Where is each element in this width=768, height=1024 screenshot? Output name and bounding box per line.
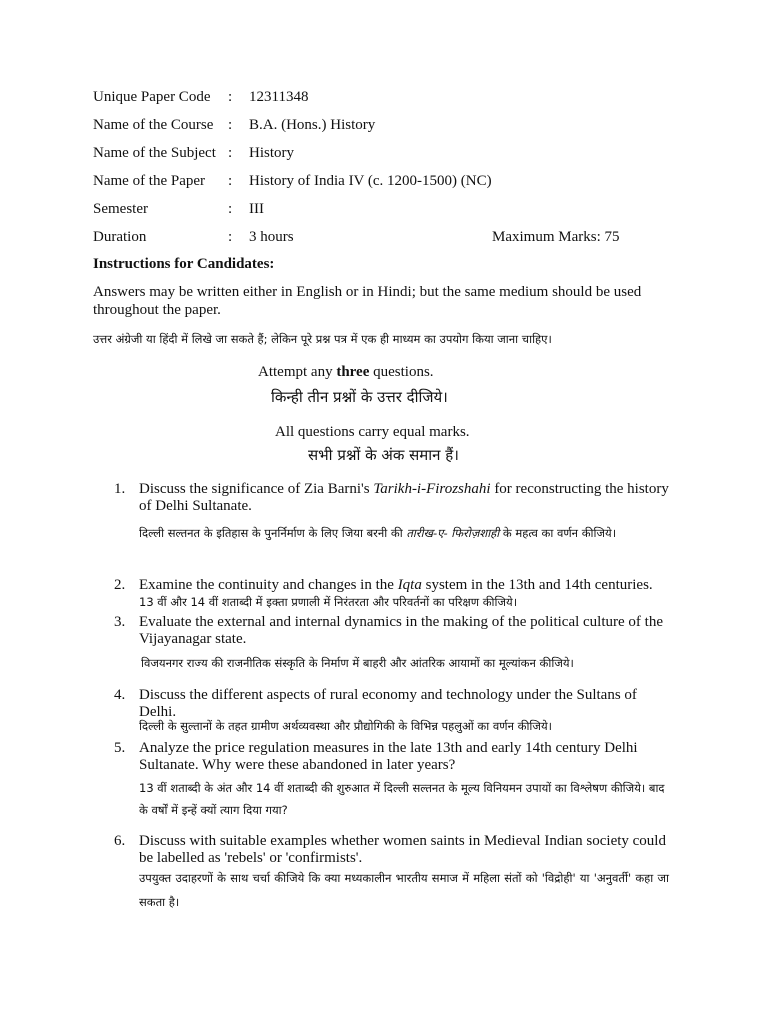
question-1-hindi [139, 523, 669, 543]
subject-value: History [249, 145, 294, 161]
course-value: B.A. (Hons.) History [249, 117, 376, 133]
colon: : [228, 117, 233, 133]
question-number: 6. [114, 833, 126, 849]
q1-title: Tarikh-i-Firozshahi [373, 481, 491, 497]
attempt-prefix: Attempt any [258, 364, 337, 380]
attempt-suffix: questions. [369, 364, 434, 380]
colon: : [228, 145, 233, 161]
q2-text-end: system in the 13th and 14th centuries. [421, 577, 653, 593]
question-1-english [139, 481, 669, 515]
semester-value: III [249, 201, 264, 217]
instructions-hindi: उत्तर अंग्रेजी या हिंदी में लिखे जा सकते हैं; लेकिन पूरे प्रश्न पत्र में एक ही माध्यम का उपयोग किया जाना चाहिए। [93, 332, 552, 346]
duration-label: Duration [93, 229, 147, 245]
colon: : [228, 89, 233, 105]
attempt-instruction-hindi: किन्ही तीन प्रश्नों के उत्तर दीजिये। [271, 388, 448, 406]
q1-text-end: for reconstructing the history of Delhi Sultanate. [139, 481, 669, 514]
q1-text: Discuss the significance of Zia Barni's [139, 481, 374, 497]
equal-marks-instruction: All questions carry equal marks. [275, 424, 470, 440]
semester-label: Semester [93, 201, 148, 217]
equal-marks-hindi: सभी प्रश्नों के अंक समान हैं। [308, 446, 459, 464]
question-number: 4. [114, 687, 126, 703]
paper-label: Name of the Paper [93, 173, 206, 189]
q1-hindi-text-end: के महत्व का वर्णन कीजिये। [499, 526, 617, 540]
q1-hindi-text: दिल्ली सल्तनत के इतिहास के पुनर्निर्माण के लिए जिया बरनी की [139, 526, 407, 540]
duration-value: 3 hours [249, 229, 294, 245]
question-2-hindi: 13 वीं और 14 वीं शताब्दी में इक्ता प्रणाली में निरंतरता और परिवर्तनों का परिक्षण कीजिये। [139, 595, 518, 609]
question-5-english: Analyze the price regulation measures in the late 13th and early 14th century Delhi Sultanate. Why were these abandoned in later years? [139, 740, 638, 773]
question-number: 5. [114, 740, 126, 756]
instructions-english: Answers may be written either in English or in Hindi; but the same medium should be used throughout the paper. [93, 284, 642, 318]
maximum-marks: Maximum Marks: 75 [492, 229, 620, 245]
q1-hindi-title: तारीख-ए- फिरोज़शाही [406, 526, 500, 540]
colon: : [228, 201, 233, 217]
q2-term: Iqta [397, 577, 422, 593]
attempt-count: three [336, 364, 370, 380]
subject-label: Name of the Subject [93, 145, 216, 161]
attempt-instruction [258, 364, 434, 381]
course-label: Name of the Course [93, 117, 214, 133]
question-6-english: Discuss with suitable examples whether women saints in Medieval Indian society could be labelled as 'rebels' or 'confirmists'. [139, 833, 666, 866]
colon: : [228, 229, 233, 245]
question-number: 1. [114, 481, 126, 497]
question-4-hindi: दिल्ली के सुल्तानों के तहत ग्रामीण अर्थव्यवस्था और प्रौद्योगिकी के विभिन्न पहलुओं का वर्णन कीजिये। [139, 719, 552, 733]
paper-code-value: 12311348 [249, 89, 309, 105]
question-3-hindi: विजयनगर राज्य की राजनीतिक संस्कृति के निर्माण में बाहरी और आंतरिक आयामों का मूल्यांकन कीजिये। [141, 656, 574, 670]
question-5-hindi: 13 वीं शताब्दी के अंत और 14 वीं शताब्दी की शुरुआत में दिल्ली सल्तनत के मूल्य विनियमन उपायों का विश्लेषण कीजिये। बाद के वर्षों में इन्हें क्यों त्याग दिया गया? [139, 781, 665, 817]
question-6-hindi: उपयुक्त उदाहरणों के साथ चर्चा कीजिये कि क्या मध्यकालीन भारतीय समाज में महिला संतों को 'विद्रोही' या 'अनुवर्ती' कहा जा सकता है। [139, 871, 669, 909]
instructions-heading: Instructions for Candidates: [93, 256, 275, 272]
q2-text: Examine the continuity and changes in the [139, 577, 398, 593]
colon: : [228, 173, 233, 189]
question-3-english: Evaluate the external and internal dynamics in the making of the political culture of the Vijayanagar state. [139, 614, 663, 647]
paper-value: History of India IV (c. 1200-1500) (NC) [249, 173, 492, 189]
paper-code-label: Unique Paper Code [93, 89, 211, 105]
question-number: 3. [114, 614, 126, 630]
question-4-english: Discuss the different aspects of rural economy and technology under the Sultans of Delhi. [139, 687, 637, 720]
question-number: 2. [114, 577, 126, 593]
